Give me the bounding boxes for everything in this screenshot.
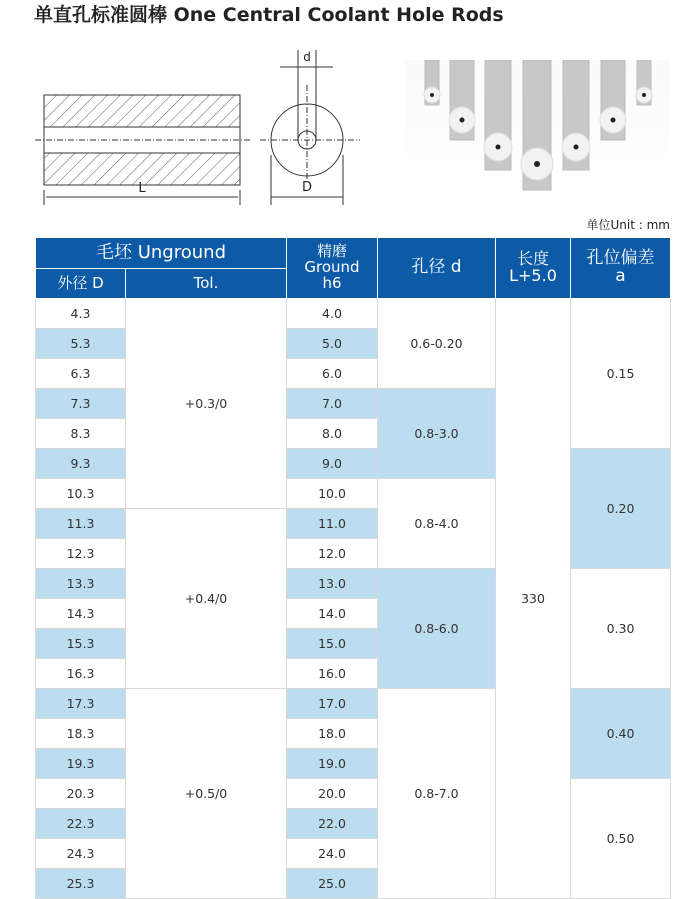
ground-diameter-cell: 15.0 — [287, 629, 378, 659]
ground-diameter-cell: 22.0 — [287, 809, 378, 839]
rod-drawing — [30, 45, 370, 205]
outer-diameter-cell: 17.3 — [36, 689, 126, 719]
outer-diameter-cell: 4.3 — [36, 299, 126, 329]
outer-diameter-cell: 11.3 — [36, 509, 126, 539]
hole-diameter-cell: 0.8-7.0 — [378, 689, 496, 899]
ground-diameter-cell: 6.0 — [287, 359, 378, 389]
unit-label: 单位Unit : mm — [586, 218, 670, 232]
ground-diameter-cell: 5.0 — [287, 329, 378, 359]
header-hole: 孔径 d — [378, 238, 496, 299]
header-tol: Tol. — [126, 269, 287, 299]
page-title: 单直孔标准圆棒 One Central Coolant Hole Rods — [34, 4, 504, 26]
ground-diameter-cell: 17.0 — [287, 689, 378, 719]
hole-diameter-cell: 0.8-6.0 — [378, 569, 496, 689]
ground-diameter-cell: 4.0 — [287, 299, 378, 329]
rods-photo — [405, 60, 670, 200]
ground-diameter-cell: 14.0 — [287, 599, 378, 629]
table-row — [36, 689, 671, 719]
ground-diameter-cell: 19.0 — [287, 749, 378, 779]
spec-table — [35, 237, 671, 899]
position-tolerance-cell: 0.40 — [571, 689, 671, 779]
header-ground: 精磨 Ground h6 — [287, 238, 378, 299]
ground-diameter-cell: 20.0 — [287, 779, 378, 809]
ground-diameter-cell: 9.0 — [287, 449, 378, 479]
hole-diameter-cell: 0.8-4.0 — [378, 479, 496, 569]
outer-diameter-cell: 20.3 — [36, 779, 126, 809]
outer-diameter-cell: 9.3 — [36, 449, 126, 479]
outer-diameter-cell: 10.3 — [36, 479, 126, 509]
header-position-tolerance: 孔位偏差 a — [571, 238, 671, 299]
outer-diameter-cell: 24.3 — [36, 839, 126, 869]
tolerance-cell: +0.5/0 — [126, 689, 287, 899]
hole-diameter-cell: 0.8-3.0 — [378, 389, 496, 479]
header-unground: 毛坯 Unground — [36, 238, 287, 269]
diameter-label: D — [301, 180, 313, 195]
outer-diameter-cell: 22.3 — [36, 809, 126, 839]
tolerance-cell: +0.3/0 — [126, 299, 287, 509]
ground-diameter-cell: 7.0 — [287, 389, 378, 419]
ground-diameter-cell: 18.0 — [287, 719, 378, 749]
outer-diameter-cell: 13.3 — [36, 569, 126, 599]
hole-label: d — [303, 50, 311, 64]
hole-diameter-cell: 0.6-0.20 — [378, 299, 496, 389]
position-tolerance-cell: 0.30 — [571, 569, 671, 689]
ground-diameter-cell: 10.0 — [287, 479, 378, 509]
outer-diameter-cell: 18.3 — [36, 719, 126, 749]
tolerance-cell: +0.4/0 — [126, 509, 287, 689]
outer-diameter-cell: 25.3 — [36, 869, 126, 899]
outer-diameter-cell: 16.3 — [36, 659, 126, 689]
ground-diameter-cell: 25.0 — [287, 869, 378, 899]
header-length: 长度 L+5.0 — [496, 238, 571, 299]
position-tolerance-cell: 0.50 — [571, 779, 671, 899]
outer-diameter-cell: 6.3 — [36, 359, 126, 389]
ground-diameter-cell: 13.0 — [287, 569, 378, 599]
ground-diameter-cell: 24.0 — [287, 839, 378, 869]
length-label: L — [138, 181, 146, 196]
ground-diameter-cell: 12.0 — [287, 539, 378, 569]
ground-diameter-cell: 8.0 — [287, 419, 378, 449]
outer-diameter-cell: 5.3 — [36, 329, 126, 359]
ground-diameter-cell: 11.0 — [287, 509, 378, 539]
header-outer-diameter: 外径 D — [36, 269, 126, 299]
position-tolerance-cell: 0.15 — [571, 299, 671, 449]
outer-diameter-cell: 8.3 — [36, 419, 126, 449]
outer-diameter-cell: 15.3 — [36, 629, 126, 659]
outer-diameter-cell: 19.3 — [36, 749, 126, 779]
position-tolerance-cell: 0.20 — [571, 449, 671, 569]
table-row — [36, 299, 671, 329]
ground-diameter-cell: 16.0 — [287, 659, 378, 689]
outer-diameter-cell: 12.3 — [36, 539, 126, 569]
length-cell: 330 — [496, 299, 571, 899]
outer-diameter-cell: 14.3 — [36, 599, 126, 629]
outer-diameter-cell: 7.3 — [36, 389, 126, 419]
